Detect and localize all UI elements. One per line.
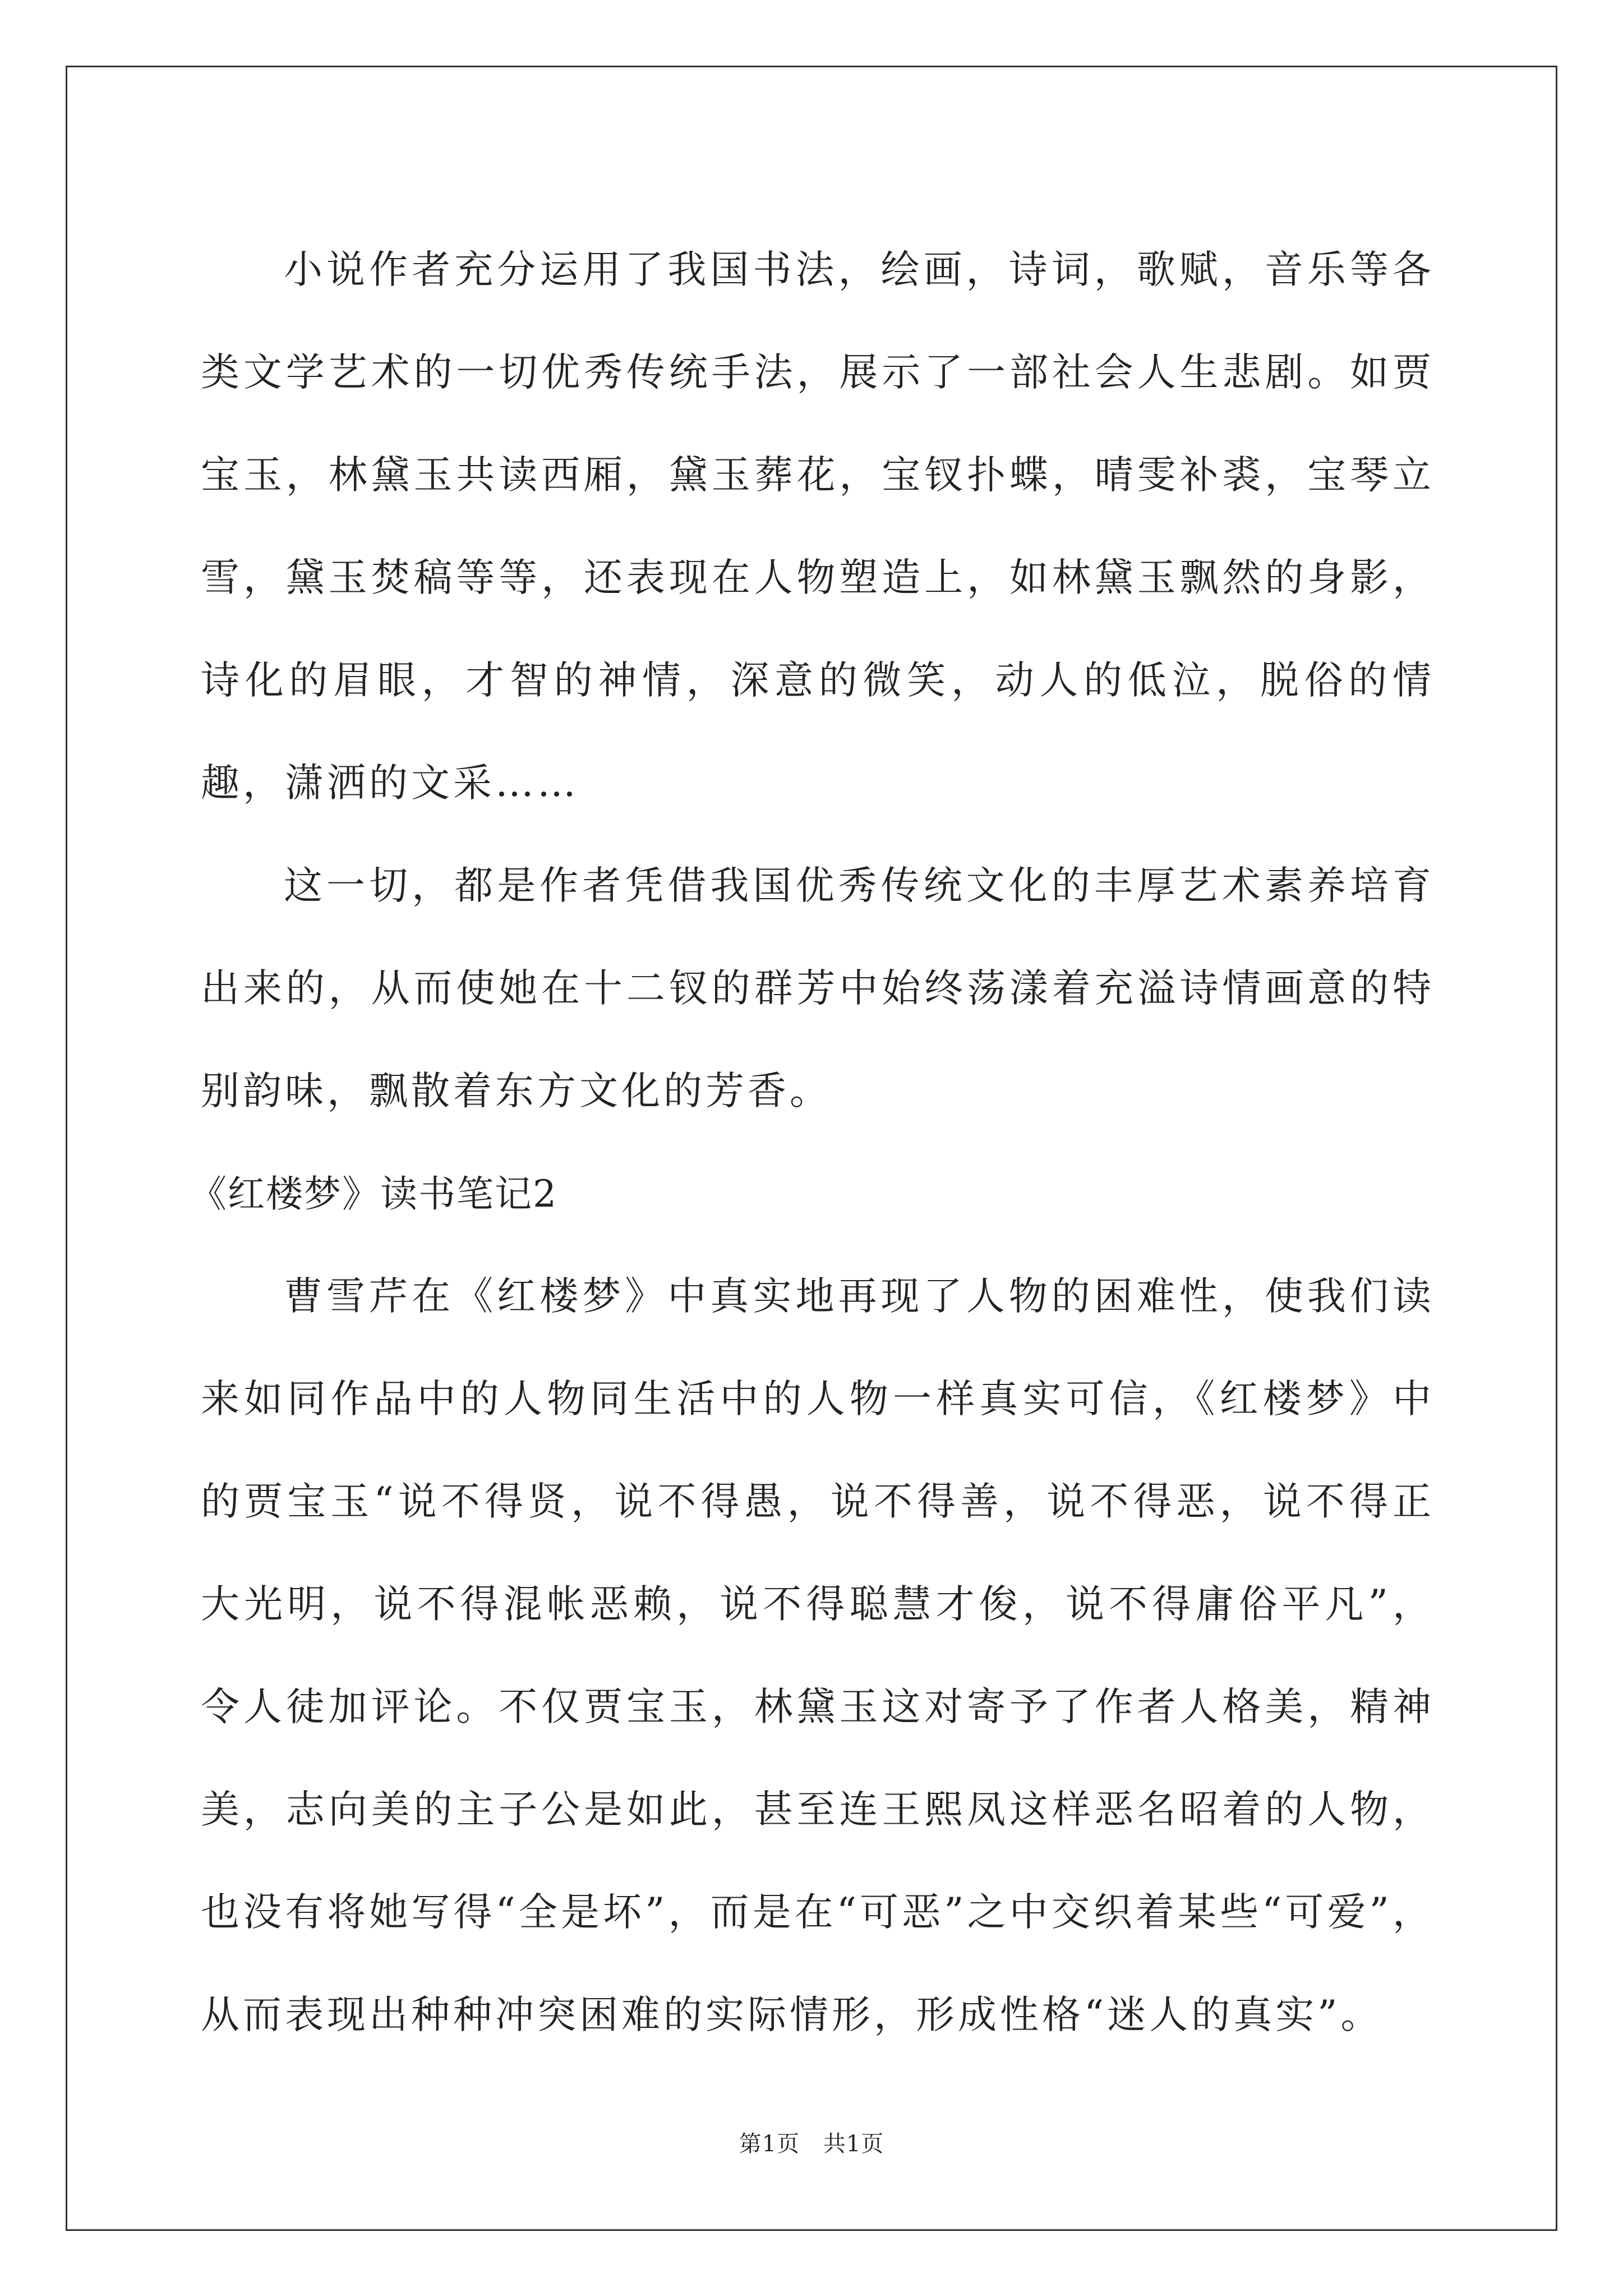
section-heading: 《红楼梦》读书笔记2 bbox=[190, 1172, 557, 1216]
page-footer bbox=[0, 2126, 1623, 2158]
page-current-label: 第1页 bbox=[739, 2131, 800, 2157]
document-body bbox=[190, 219, 1435, 2067]
paragraph-2: 这一切，都是作者凭借我国优秀传统文化的丰厚艺术素养培育出来的，从而使她在十二钗的群芳中始终荡漾着充溢诗情画意的特别韵味，飘散着东方文化的芳香。 bbox=[201, 863, 1435, 1114]
paragraph-1: 小说作者充分运用了我国书法，绘画，诗词，歌赋，音乐等各类文学艺术的一切优秀传统手法，展示了一部社会人生悲剧。如贾宝玉，林黛玉共读西厢，黛玉葬花，宝钗扑蝶，晴雯补裘，宝琴立雪，黛玉焚稿等等，还表现在人物塑造上，如林黛玉飘然的身影，诗化的眉眼，才智的神情，深意的微笑，动人的低泣，脱俗的情趣，潇洒的文采…… bbox=[201, 247, 1435, 806]
paragraph-3: 曹雪芹在《红楼梦》中真实地再现了人物的困难性，使我们读来如同作品中的人物同生活中的人物一样真实可信，《红楼梦》中的贾宝玉“说不得贤，说不得愚，说不得善，说不得恶，说不得正大光明，说不得混帐恶赖，说不得聪慧才俊，说不得庸俗平凡”，令人徒加评论。不仅贾宝玉，林黛玉这对寄予了作者人格美，精神美，志向美的主子公是如此，甚至连王熙凤这样恶名昭着的人物，也没有将她写得“全是坏”，而是在“可恶”之中交织着某些“可爱”，从而表现出种种冲突困难的实际情形，形成性格“迷人的真实”。 bbox=[201, 1274, 1435, 2037]
page-total-label: 共1页 bbox=[823, 2131, 884, 2157]
